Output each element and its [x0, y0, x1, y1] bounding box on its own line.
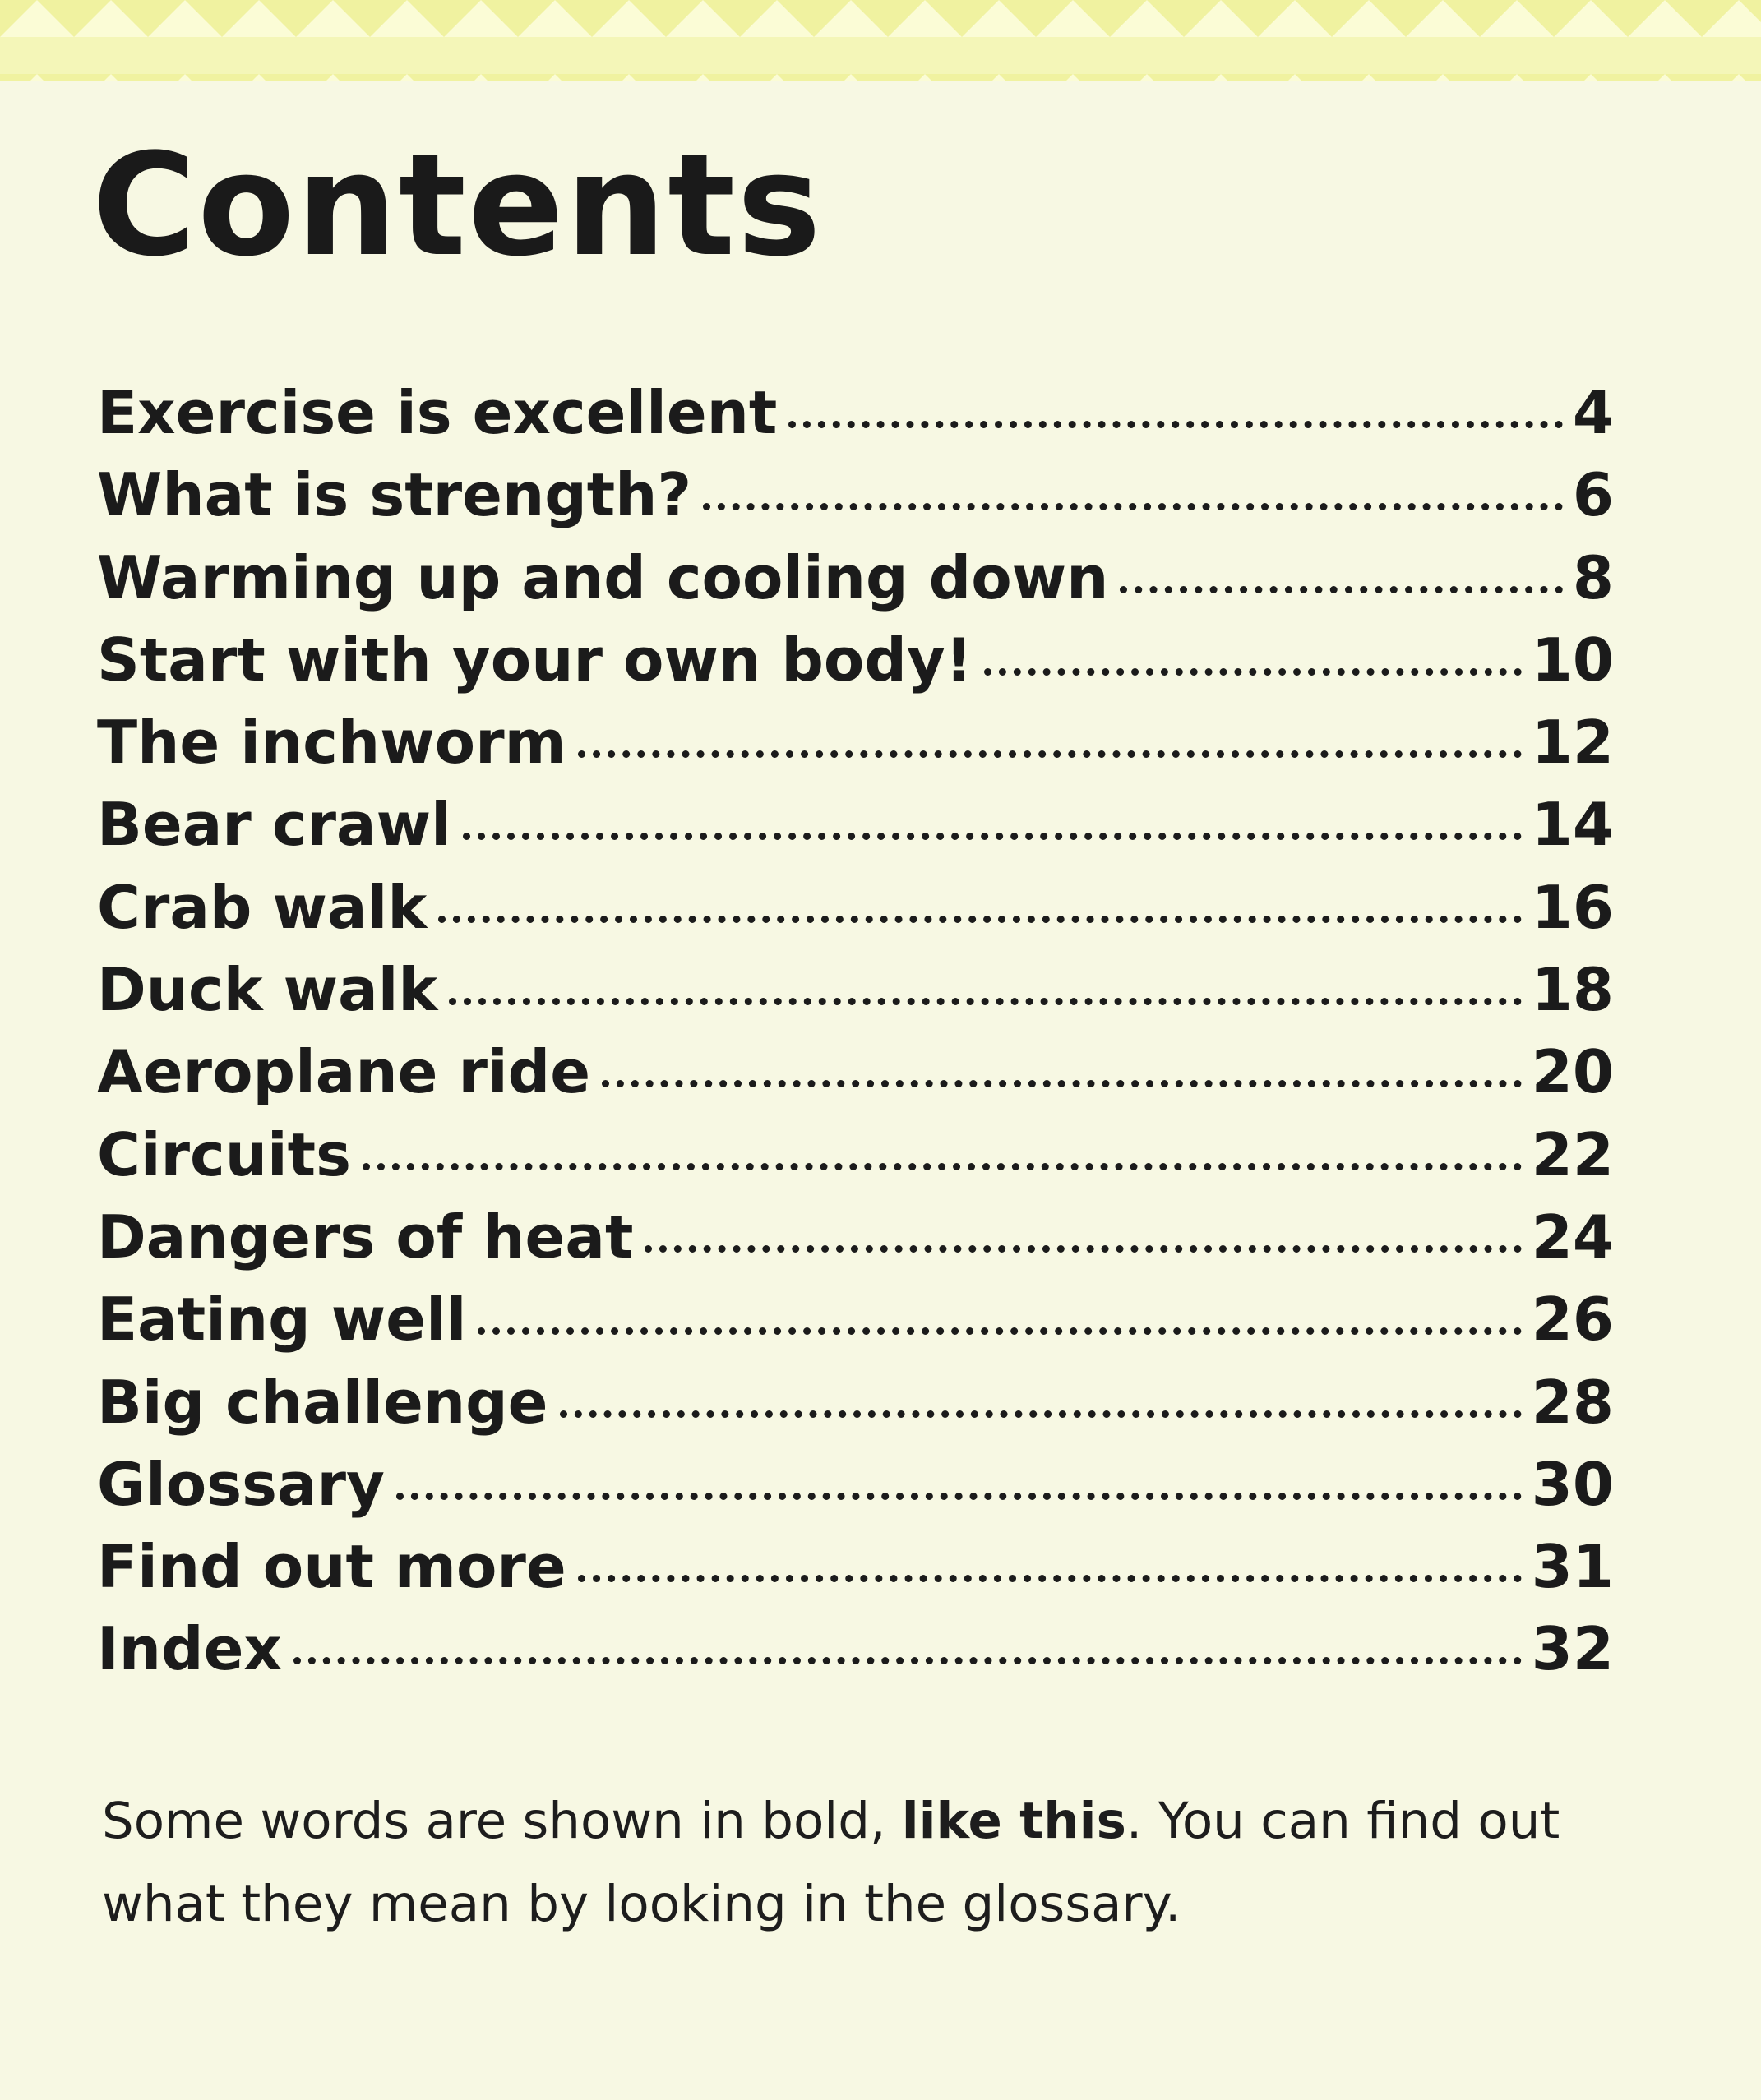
dot-leader: [294, 1657, 1522, 1664]
toc-entry-title: Circuits: [97, 1119, 351, 1189]
toc-page-number: 32: [1531, 1614, 1614, 1684]
toc-page-number: 28: [1531, 1367, 1614, 1437]
toc-entry: [97, 701, 1614, 783]
glossary-note-text-end: . You can find out what they mean by looking in the glossary.: [102, 1792, 1560, 1933]
glossary-note: [102, 1779, 1664, 1945]
dot-leader: [984, 668, 1522, 676]
page-title: Contents: [92, 122, 823, 288]
toc-entry-title: Big challenge: [97, 1367, 548, 1437]
toc-entry-title: Bear crawl: [97, 790, 451, 860]
toc-page-number: 20: [1531, 1037, 1614, 1107]
toc-page-number: 31: [1531, 1532, 1614, 1602]
glossary-note-text: Some words are shown in bold,: [102, 1792, 902, 1850]
toc-page-number: 30: [1531, 1449, 1614, 1519]
glossary-note-bold-example: like this: [901, 1792, 1126, 1850]
toc-entry-title: Aeroplane ride: [97, 1037, 591, 1107]
toc-entry-title: Crab walk: [97, 872, 428, 942]
toc-entry-title: What is strength?: [97, 460, 692, 530]
toc-entry-title: Warming up and cooling down: [97, 542, 1109, 612]
toc-page-number: 10: [1531, 625, 1614, 695]
toc-entry-title: Dangers of heat: [97, 1202, 634, 1272]
dot-leader: [703, 503, 1563, 510]
toc-page-number: 6: [1572, 460, 1614, 530]
toc-entry-title: Glossary: [97, 1449, 385, 1519]
dot-leader: [578, 750, 1522, 758]
dot-leader: [449, 998, 1521, 1005]
dot-leader: [578, 1575, 1522, 1582]
toc-entry: [97, 948, 1614, 1031]
toc-entry-title: The inchworm: [97, 708, 566, 778]
toc-entry-title: Find out more: [97, 1532, 566, 1602]
dot-leader: [396, 1493, 1522, 1500]
dot-leader: [602, 1080, 1522, 1087]
toc-entry: [97, 1525, 1614, 1608]
toc-entry: [97, 372, 1614, 454]
toc-entry: [97, 783, 1614, 865]
toc-entry-title: Start with your own body!: [97, 625, 973, 695]
dot-leader: [560, 1410, 1522, 1418]
toc-page-number: 8: [1572, 542, 1614, 612]
toc-entry: [97, 619, 1614, 701]
dot-leader: [363, 1163, 1522, 1170]
toc-entry: [97, 454, 1614, 536]
toc-page-number: 26: [1531, 1285, 1614, 1355]
toc-page-number: 12: [1531, 708, 1614, 778]
dot-leader: [788, 421, 1563, 428]
dot-leader: [478, 1327, 1521, 1335]
decorative-chevron-band: [0, 0, 1761, 81]
contents-list: [97, 372, 1614, 1691]
dot-leader: [1120, 586, 1562, 593]
toc-page-number: 4: [1572, 378, 1614, 447]
toc-entry: [97, 1196, 1614, 1278]
toc-page-number: 18: [1531, 955, 1614, 1025]
toc-entry: [97, 1608, 1614, 1690]
dot-leader: [645, 1245, 1521, 1253]
dot-leader: [438, 916, 1522, 923]
toc-entry-title: Index: [97, 1614, 282, 1684]
toc-page-number: 22: [1531, 1119, 1614, 1189]
toc-entry: [97, 1114, 1614, 1196]
toc-page-number: 16: [1531, 872, 1614, 942]
toc-page-number: 24: [1531, 1202, 1614, 1272]
toc-entry: [97, 537, 1614, 619]
toc-entry-title: Exercise is excellent: [97, 378, 778, 447]
toc-entry: [97, 1278, 1614, 1360]
dot-leader: [463, 833, 1522, 840]
toc-entry-title: Eating well: [97, 1285, 467, 1355]
toc-entry: [97, 1031, 1614, 1113]
toc-entry: [97, 1443, 1614, 1525]
toc-entry: [97, 866, 1614, 948]
toc-entry-title: Duck walk: [97, 955, 438, 1025]
toc-entry: [97, 1361, 1614, 1443]
toc-page-number: 14: [1531, 790, 1614, 860]
